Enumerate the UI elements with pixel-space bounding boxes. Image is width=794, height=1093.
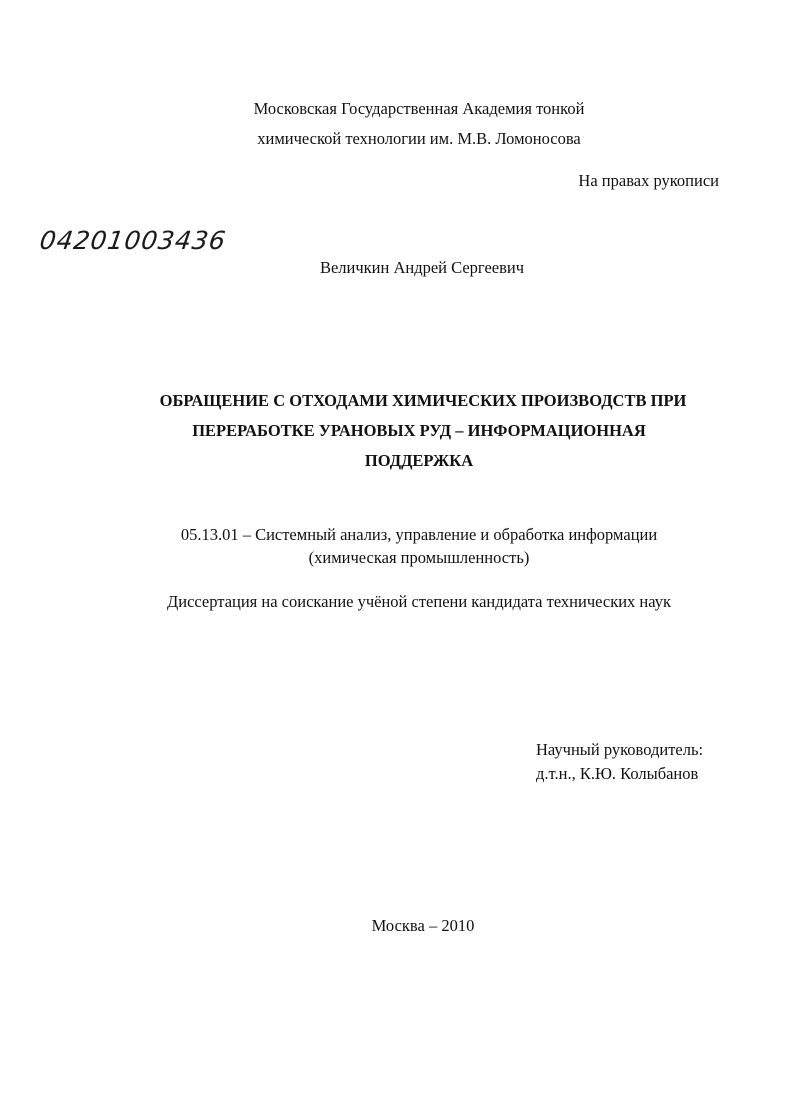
dissertation-title-line-2: ПЕРЕРАБОТКЕ УРАНОВЫХ РУД – ИНФОРМАЦИОННАЯ: [192, 421, 646, 440]
author-name: Величкин Андрей Сергеевич: [319, 258, 525, 277]
institution-name-line-1: Московская Государственная Академия тонкой: [253, 99, 585, 118]
dissertation-title-line-3: ПОДДЕРЖКА: [364, 451, 474, 470]
handwritten-registration-number: 04201003436: [37, 226, 229, 255]
manuscript-rights-note: На правах рукописи: [578, 171, 719, 190]
specialty-field-line: (химическая промышленность): [308, 548, 530, 567]
dissertation-title-line-1: ОБРАЩЕНИЕ С ОТХОДАМИ ХИМИЧЕСКИХ ПРОИЗВОДСТВ ПРИ: [159, 391, 687, 410]
supervisor-name: д.т.н., К.Ю. Колыбанов: [536, 764, 699, 783]
supervisor-label: Научный руководитель:: [536, 740, 704, 759]
institution-name-line-2: химической технологии им. М.В. Ломоносова: [257, 129, 581, 148]
city-and-year: Москва – 2010: [371, 916, 475, 935]
specialty-code-line: 05.13.01 – Системный анализ, управление и обработка информации: [180, 525, 658, 544]
degree-statement: Диссертация на соискание учёной степени кандидата технических наук: [167, 592, 671, 611]
